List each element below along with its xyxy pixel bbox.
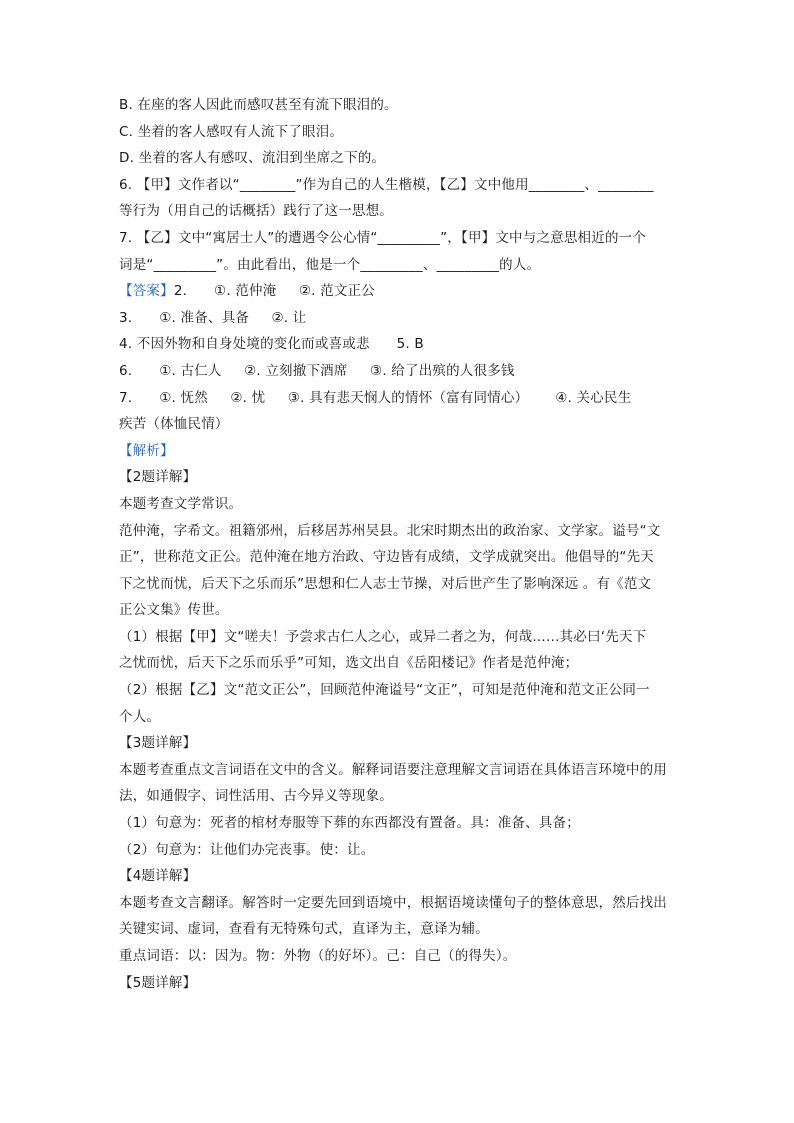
line-text: 7. 【乙】文中“寓居士人”的遭遇令公心情“_________”，【甲】文中与之意思相近的一个: [119, 229, 647, 246]
line-text: 本题考查文言翻译。解答时一定要先回到语境中，根据语境读懂句子的整体意思，然后找出: [119, 894, 667, 911]
line-text: （2）根据【乙】文“范文正公”，回顾范仲淹谥号“文正”，可知是范仲淹和范文正公同一: [119, 682, 650, 699]
line-text: 4. 不因外物和自身处境的变化而或喜或悲 5. B: [119, 336, 424, 353]
line-text: 之忧而忧，后天下之乐而乐乎”可知，选文出自《岳阳楼记》作者是范仲淹；: [119, 655, 579, 672]
line-text: （1）句意为：死者的棺材寿服等下葬的东西都没有置备。具：准备、具备；: [119, 815, 580, 832]
paragraph-line: [119, 571, 679, 598]
paragraph-line: [119, 916, 679, 943]
paragraph-line: [119, 597, 679, 624]
section-heading-q2: [119, 464, 679, 491]
paragraph-line: [119, 783, 679, 810]
line-text: 法，如通假字、词性活用、古今异义等现象。: [119, 788, 393, 805]
line-text: C. 坐着的客人感叹有人流下了眼泪。: [119, 123, 344, 140]
question-6-line-2: [119, 198, 679, 225]
paragraph-line: [119, 810, 679, 837]
analysis-label-line: [119, 438, 679, 465]
answer-line-6: [119, 358, 679, 385]
line-text: 【2题详解】: [119, 469, 197, 486]
line-text: 等行为（用自己的话概括）践行了这一思想。: [119, 203, 393, 220]
line-text: 下之忧而忧，后天下之乐而乐”思想和仁人志士节操，对后世产生了影响深远 。有《范文: [119, 575, 652, 592]
paragraph-line: [119, 704, 679, 731]
line-text: 【4题详解】: [119, 868, 197, 885]
section-heading-q3: [119, 730, 679, 757]
line-text: 关键实词、虚词，查看有无特殊句式，直译为主，意译为辅。: [119, 921, 489, 938]
paragraph-line: [119, 544, 679, 571]
line-text: 词是“_________”。由此看出，他是一个_________、_________的人。: [119, 256, 541, 273]
paragraph-line: [119, 837, 679, 864]
line-text: 本题考查文学常识。: [119, 495, 243, 512]
line-text: （2）句意为：让他们办完丧事。使：让。: [119, 841, 375, 858]
line-text: 正”，世称范文正公。范仲淹在地方治政、守边皆有成绩，文学成就突出。他倡导的“先天: [119, 549, 654, 566]
line-text: 疾苦（体恤民情）: [119, 416, 229, 433]
answer-label: 【答案】: [119, 283, 174, 300]
line-text: 重点词语：以：因为。物：外物（的好坏）。己：自己（的得失）。: [119, 948, 517, 964]
question-7-line-2: [119, 252, 679, 279]
paragraph-line: [119, 624, 679, 651]
paragraph-line: [119, 491, 679, 518]
line-text: B. 在座的客人因此而感叹甚至有流下眼泪的。: [119, 97, 398, 113]
paragraph-line: [119, 943, 679, 970]
section-heading-q4: [119, 863, 679, 890]
line-text: 正公文集》传世。: [119, 602, 229, 619]
option-d: [119, 145, 679, 172]
answer-line-2: [119, 278, 679, 305]
line-text: 6. ①. 古仁人 ②. 立刻撤下酒席 ③. 给了出殡的人很多钱: [119, 362, 515, 379]
answer-line-7: [119, 385, 679, 412]
paragraph-line: [119, 890, 679, 917]
line-text: 3. ①. 准备、具备 ②. 让: [119, 309, 307, 326]
answer-line-7-cont: [119, 411, 679, 438]
question-7-line-1: [119, 225, 679, 252]
line-text: 2. ①. 范仲淹 ②. 范文正公: [173, 283, 375, 300]
paragraph-line: [119, 757, 679, 784]
option-b: [119, 92, 679, 119]
paragraph-line: [119, 518, 679, 545]
analysis-label: 【解析】: [119, 442, 174, 459]
line-text: 【3题详解】: [119, 735, 197, 752]
section-heading-q5: [119, 970, 679, 997]
line-text: D. 坐着的客人有感叹、流泪到坐席之下的。: [119, 150, 386, 167]
question-6-line-1: [119, 172, 679, 199]
line-text: 范仲淹，字希文。祖籍邠州，后移居苏州吴县。北宋时期杰出的政治家、文学家。谥号“文: [119, 522, 661, 539]
line-text: 6. 【甲】文作者以“________”作为自己的人生楷模，【乙】文中他用________、________: [119, 176, 654, 193]
paragraph-line: [119, 677, 679, 704]
line-text: （1）根据【甲】文“嗟夫！予尝求古仁人之心，或异二者之为，何哉……其必曰‘先天下: [119, 628, 647, 645]
option-c: [119, 119, 679, 146]
paragraph-line: [119, 650, 679, 677]
document-body: [119, 92, 679, 996]
answer-line-3: [119, 305, 679, 332]
line-text: 个人。: [119, 708, 161, 725]
line-text: 7. ①. 怃然 ②. 忧 ③. 具有悲天悯人的情怀（富有同情心） ④. 关心民生: [119, 389, 632, 406]
line-text: 【5题详解】: [119, 974, 197, 991]
answer-line-4-5: [119, 331, 679, 358]
line-text: 本题考查重点文言词语在文中的含义。解释词语要注意理解文言词语在具体语言环境中的用: [119, 761, 667, 778]
